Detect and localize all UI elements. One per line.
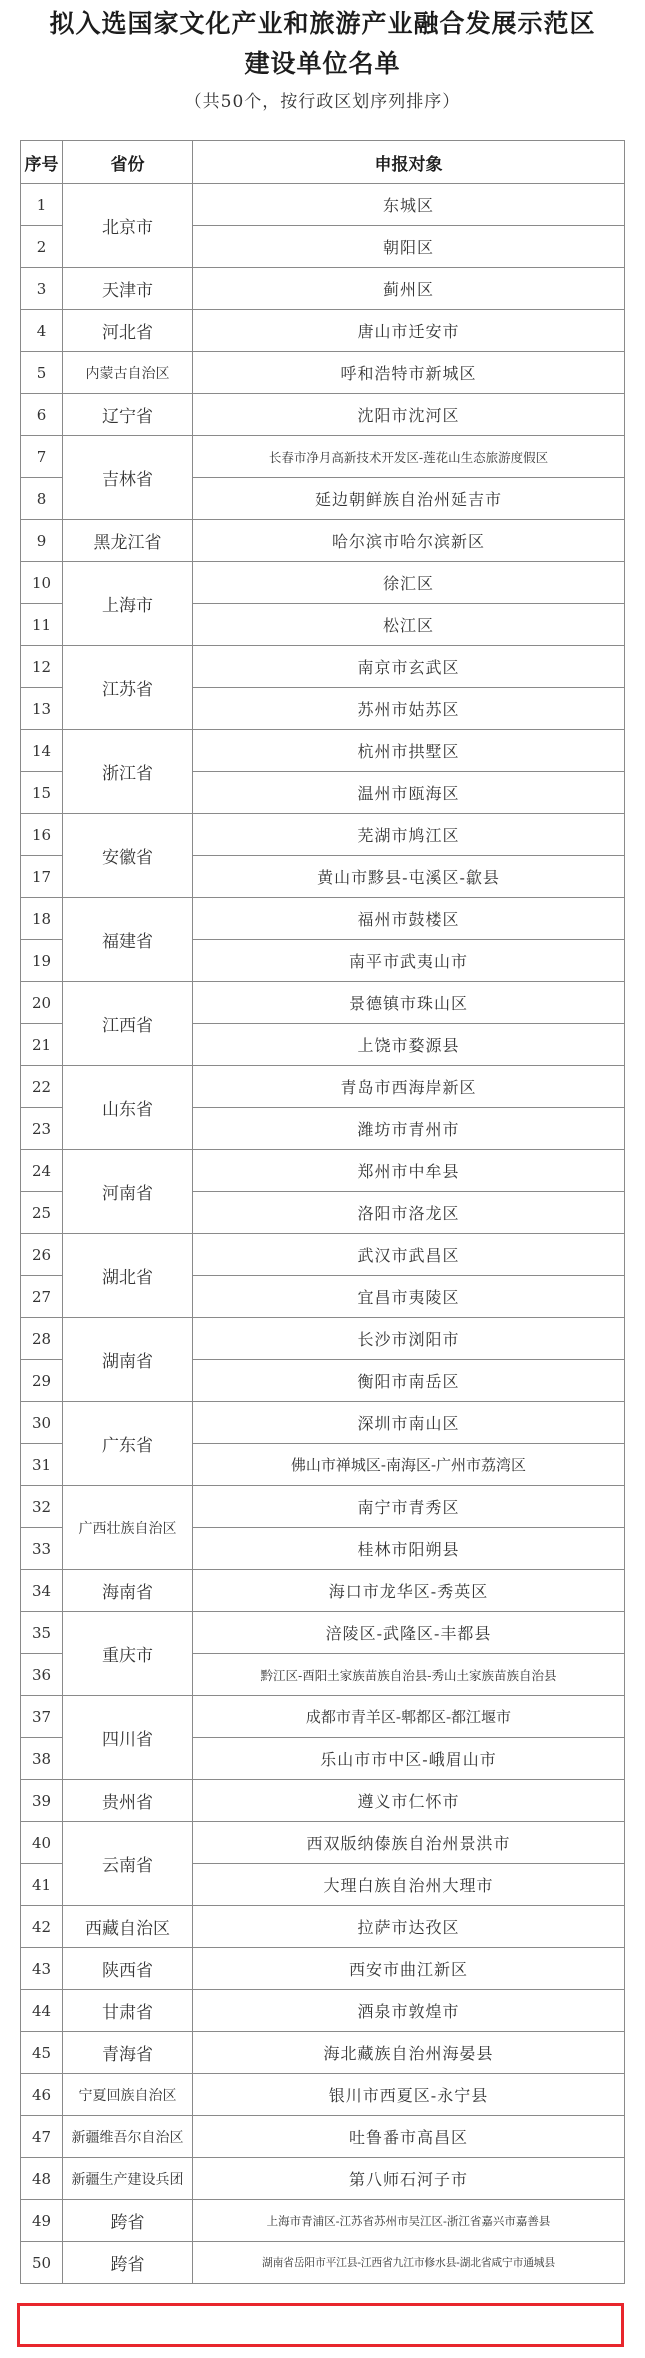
row-number: 11: [21, 604, 63, 646]
table-row: [21, 1822, 625, 1864]
province-cell: 黑龙江省: [63, 520, 193, 562]
unit-cell: 长沙市浏阳市: [193, 1318, 625, 1360]
unit-cell: 朝阳区: [193, 226, 625, 268]
row-number: 17: [21, 856, 63, 898]
row-number: 44: [21, 1990, 63, 2032]
table-row: [21, 1570, 625, 1612]
row-number: 34: [21, 1570, 63, 1612]
document-title-line2: 建设单位名单: [244, 49, 401, 78]
province-cell: 新疆生产建设兵团: [63, 2158, 193, 2200]
province-cell: 内蒙古自治区: [63, 352, 193, 394]
row-number: 45: [21, 2032, 63, 2074]
row-number: 43: [21, 1948, 63, 1990]
unit-cell: 涪陵区-武隆区-丰都县: [193, 1612, 625, 1654]
row-number: 23: [21, 1108, 63, 1150]
province-cell: 安徽省: [63, 814, 193, 898]
row-number: 14: [21, 730, 63, 772]
table-row: [21, 562, 625, 604]
row-number: 18: [21, 898, 63, 940]
table-row: [21, 1990, 625, 2032]
unit-cell: 景德镇市珠山区: [193, 982, 625, 1024]
table-row: [21, 1318, 625, 1360]
unit-cell: 海北藏族自治州海晏县: [193, 2032, 625, 2074]
unit-cell: 上饶市婺源县: [193, 1024, 625, 1066]
table-row: [21, 352, 625, 394]
unit-cell: 洛阳市洛龙区: [193, 1192, 625, 1234]
row-number: 2: [21, 226, 63, 268]
table-row: [21, 730, 625, 772]
province-cell: 贵州省: [63, 1780, 193, 1822]
row-number: 39: [21, 1780, 63, 1822]
row-number: 13: [21, 688, 63, 730]
row-number: 16: [21, 814, 63, 856]
province-cell: 河北省: [63, 310, 193, 352]
row-number: 19: [21, 940, 63, 982]
unit-cell: 黄山市黟县-屯溪区-歙县: [193, 856, 625, 898]
province-cell: 河南省: [63, 1150, 193, 1234]
row-number: 21: [21, 1024, 63, 1066]
unit-cell: 长春市净月高新技术开发区-莲花山生态旅游度假区: [193, 436, 625, 478]
province-cell: 跨省: [63, 2200, 193, 2242]
row-number: 25: [21, 1192, 63, 1234]
unit-cell: 武汉市武昌区: [193, 1234, 625, 1276]
unit-cell: 宜昌市夷陵区: [193, 1276, 625, 1318]
table-row: [21, 1696, 625, 1738]
row-number: 49: [21, 2200, 63, 2242]
unit-cell: 银川市西夏区-永宁县: [193, 2074, 625, 2116]
province-cell: 四川省: [63, 1696, 193, 1780]
row-number: 33: [21, 1528, 63, 1570]
unit-cell: 南京市玄武区: [193, 646, 625, 688]
row-number: 26: [21, 1234, 63, 1276]
unit-cell: 福州市鼓楼区: [193, 898, 625, 940]
row-number: 20: [21, 982, 63, 1024]
unit-cell: 酒泉市敦煌市: [193, 1990, 625, 2032]
table-row: [21, 394, 625, 436]
table-row: [21, 2074, 625, 2116]
unit-cell: 温州市瓯海区: [193, 772, 625, 814]
province-cell: 跨省: [63, 2242, 193, 2284]
document-subtitle: （共50个，按行政区划序列排序）: [184, 92, 461, 112]
unit-cell: 拉萨市达孜区: [193, 1906, 625, 1948]
row-number: 10: [21, 562, 63, 604]
table-row: [21, 1612, 625, 1654]
unit-cell: 衡阳市南岳区: [193, 1360, 625, 1402]
province-cell: 浙江省: [63, 730, 193, 814]
table-row: [21, 268, 625, 310]
row-number: 15: [21, 772, 63, 814]
header-num: 序号: [21, 141, 63, 184]
unit-cell: 青岛市西海岸新区: [193, 1066, 625, 1108]
province-cell: 吉林省: [63, 436, 193, 520]
unit-cell: 呼和浩特市新城区: [193, 352, 625, 394]
unit-cell: 杭州市拱墅区: [193, 730, 625, 772]
row-number: 8: [21, 478, 63, 520]
table-row: [21, 646, 625, 688]
table-row: [21, 814, 625, 856]
unit-cell: 潍坊市青州市: [193, 1108, 625, 1150]
province-cell: 天津市: [63, 268, 193, 310]
unit-cell: 遵义市仁怀市: [193, 1780, 625, 1822]
unit-cell: 深圳市南山区: [193, 1402, 625, 1444]
row-number: 28: [21, 1318, 63, 1360]
row-number: 27: [21, 1276, 63, 1318]
unit-cell: 桂林市阳朔县: [193, 1528, 625, 1570]
unit-cell: 郑州市中牟县: [193, 1150, 625, 1192]
row-number: 24: [21, 1150, 63, 1192]
province-cell: 广西壮族自治区: [63, 1486, 193, 1570]
table-row: [21, 520, 625, 562]
table-row: [21, 982, 625, 1024]
row-number: 47: [21, 2116, 63, 2158]
unit-cell: 松江区: [193, 604, 625, 646]
unit-cell: 吐鲁番市高昌区: [193, 2116, 625, 2158]
list-table: [20, 140, 625, 2284]
province-cell: 云南省: [63, 1822, 193, 1906]
row-number: 32: [21, 1486, 63, 1528]
unit-cell: 第八师石河子市: [193, 2158, 625, 2200]
table-header-row: [21, 141, 625, 184]
unit-cell: 湖南省岳阳市平江县-江西省九江市修水县-湖北省咸宁市通城县: [193, 2242, 625, 2284]
table-row: [21, 310, 625, 352]
province-cell: 福建省: [63, 898, 193, 982]
table-row: [21, 2158, 625, 2200]
unit-cell: 芜湖市鸠江区: [193, 814, 625, 856]
row-number: 36: [21, 1654, 63, 1696]
table-row: [21, 2032, 625, 2074]
table-row: [21, 184, 625, 226]
row-number: 48: [21, 2158, 63, 2200]
province-cell: 广东省: [63, 1402, 193, 1486]
unit-cell: 佛山市禅城区-南海区-广州市荔湾区: [193, 1444, 625, 1486]
unit-cell: 东城区: [193, 184, 625, 226]
row-number: 31: [21, 1444, 63, 1486]
table-row: [21, 898, 625, 940]
unit-cell: 徐汇区: [193, 562, 625, 604]
row-number: 38: [21, 1738, 63, 1780]
unit-cell: 南平市武夷山市: [193, 940, 625, 982]
unit-cell: 上海市青浦区-江苏省苏州市吴江区-浙江省嘉兴市嘉善县: [193, 2200, 625, 2242]
row-number: 4: [21, 310, 63, 352]
row-number: 29: [21, 1360, 63, 1402]
province-cell: 甘肃省: [63, 1990, 193, 2032]
unit-cell: 蓟州区: [193, 268, 625, 310]
table-row: [21, 2116, 625, 2158]
unit-cell: 黔江区-酉阳土家族苗族自治县-秀山土家族苗族自治县: [193, 1654, 625, 1696]
province-cell: 湖南省: [63, 1318, 193, 1402]
table-row: [21, 1948, 625, 1990]
document-title: 拟入选国家文化产业和旅游产业融合发展示范区: [49, 9, 596, 38]
unit-cell: 南宁市青秀区: [193, 1486, 625, 1528]
unit-cell: 哈尔滨市哈尔滨新区: [193, 520, 625, 562]
row-number: 5: [21, 352, 63, 394]
unit-cell: 沈阳市沈河区: [193, 394, 625, 436]
unit-cell: 延边朝鲜族自治州延吉市: [193, 478, 625, 520]
province-cell: 重庆市: [63, 1612, 193, 1696]
row-number: 30: [21, 1402, 63, 1444]
row-number: 42: [21, 1906, 63, 1948]
province-cell: 宁夏回族自治区: [63, 2074, 193, 2116]
header-province: 省份: [63, 141, 193, 184]
province-cell: 江西省: [63, 982, 193, 1066]
province-cell: 上海市: [63, 562, 193, 646]
table-row: [21, 1780, 625, 1822]
table-body: [21, 184, 625, 2284]
row-number: 7: [21, 436, 63, 478]
province-cell: 海南省: [63, 1570, 193, 1612]
row-number: 40: [21, 1822, 63, 1864]
row-number: 9: [21, 520, 63, 562]
table-row: [21, 436, 625, 478]
unit-cell: 大理白族自治州大理市: [193, 1864, 625, 1906]
province-cell: 北京市: [63, 184, 193, 268]
province-cell: 陕西省: [63, 1948, 193, 1990]
row-number: 22: [21, 1066, 63, 1108]
unit-cell: 成都市青羊区-郫都区-都江堰市: [193, 1696, 625, 1738]
unit-cell: 乐山市市中区-峨眉山市: [193, 1738, 625, 1780]
row-number: 3: [21, 268, 63, 310]
row-number: 37: [21, 1696, 63, 1738]
row-number: 46: [21, 2074, 63, 2116]
unit-cell: 唐山市迁安市: [193, 310, 625, 352]
table-row: [21, 1486, 625, 1528]
row-number: 1: [21, 184, 63, 226]
table-row: [21, 1234, 625, 1276]
highlight-box: [17, 2303, 624, 2347]
unit-cell: 西双版纳傣族自治州景洪市: [193, 1822, 625, 1864]
table-row: [21, 1906, 625, 1948]
province-cell: 青海省: [63, 2032, 193, 2074]
row-number: 41: [21, 1864, 63, 1906]
province-cell: 山东省: [63, 1066, 193, 1150]
header-unit: 申报对象: [193, 141, 625, 184]
province-cell: 江苏省: [63, 646, 193, 730]
table-row: [21, 1402, 625, 1444]
province-cell: 新疆维吾尔自治区: [63, 2116, 193, 2158]
table-row: [21, 2200, 625, 2242]
unit-cell: 苏州市姑苏区: [193, 688, 625, 730]
row-number: 6: [21, 394, 63, 436]
table-row: [21, 1066, 625, 1108]
unit-cell: 海口市龙华区-秀英区: [193, 1570, 625, 1612]
table-row: [21, 2242, 625, 2284]
row-number: 35: [21, 1612, 63, 1654]
unit-cell: 西安市曲江新区: [193, 1948, 625, 1990]
row-number: 12: [21, 646, 63, 688]
province-cell: 西藏自治区: [63, 1906, 193, 1948]
province-cell: 湖北省: [63, 1234, 193, 1318]
row-number: 50: [21, 2242, 63, 2284]
province-cell: 辽宁省: [63, 394, 193, 436]
table-row: [21, 1150, 625, 1192]
